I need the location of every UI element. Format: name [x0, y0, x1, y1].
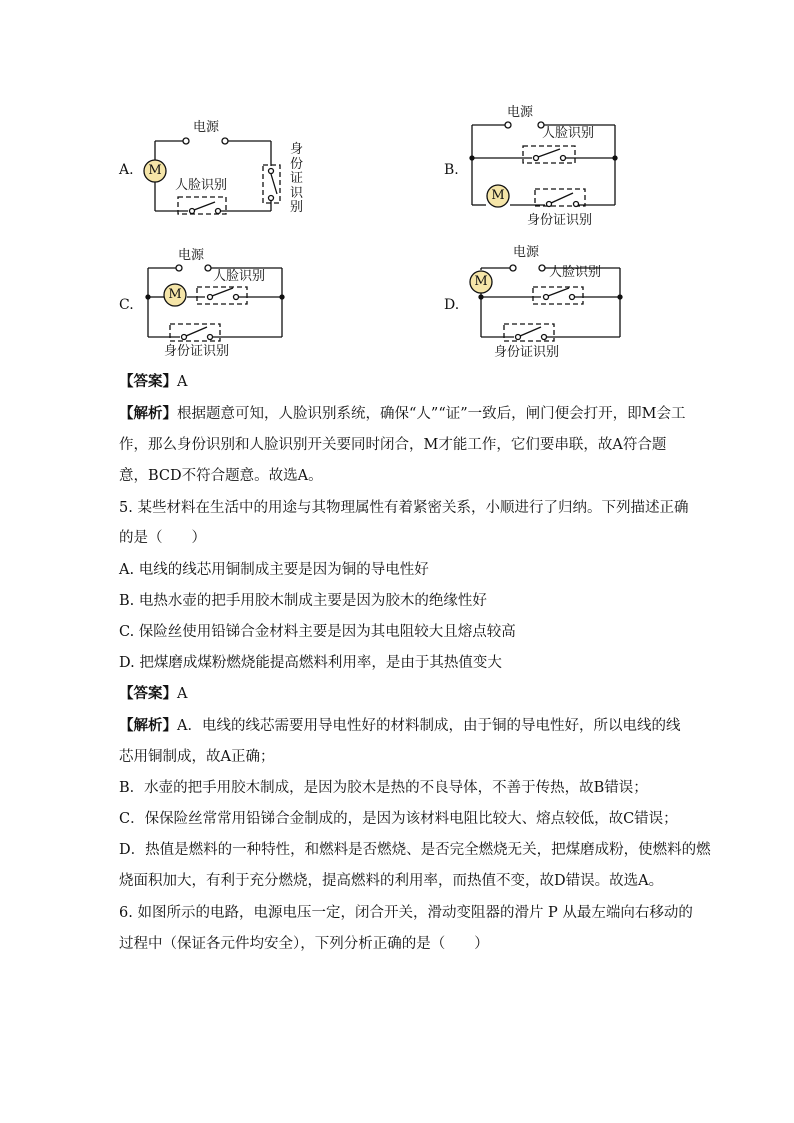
- q5-option-a: A. 电线的线芯用铜制成主要是因为铜的导电性好: [119, 562, 429, 578]
- q5-stem-line-1: 5. 某些材料在生活中的用途与其物理属性有着紧密关系，小顺进行了归纳。下列描述正确: [119, 500, 689, 516]
- q5-option-b: B. 电热水壶的把手用胶木制成主要是因为胶木的绝缘性好: [119, 593, 487, 609]
- q5-answer-value: A: [177, 686, 188, 702]
- q4-answer-label: 【答案】: [119, 373, 177, 390]
- id-c-label: 身份证识别: [164, 344, 230, 359]
- circuit-d-diagram: [0, 0, 794, 360]
- motor-c-label: M: [168, 287, 182, 302]
- q4-analysis-text-1: 根据题意可知，人脸识别系统，确保“人”“证”一致后，闸门便会打开，即M会工: [177, 406, 686, 422]
- q5-analysis-line-6: 烧面积加大，有利于充分燃烧，提高燃料的利用率，而热值不变，故D错误。故选A。: [119, 873, 664, 889]
- face-b-label: 人脸识别: [542, 126, 595, 141]
- q6-stem-line-1: 6. 如图所示的电路，电源电压一定，闭合开关，滑动变阻器的滑片 P 从最左端向右移动的: [119, 905, 693, 921]
- power-b-label: 电源: [507, 105, 534, 120]
- q5-analysis-line-1: [119, 717, 680, 735]
- q5-analysis-line-4: C．保保险丝常常用铅锑合金制成的，是因为该材料电阻比较大、熔点较低，故C错误；: [119, 811, 678, 827]
- q4-answer: [119, 373, 187, 391]
- power-c-label: 电源: [178, 248, 205, 263]
- q6-stem-line-2: 过程中（保证各元件均安全），下列分析正确的是（ ）: [119, 936, 489, 952]
- q5-analysis-label: 【解析】: [119, 717, 177, 734]
- q4-answer-value: A: [177, 374, 188, 390]
- motor-b-label: M: [491, 188, 505, 203]
- power-d-label: 电源: [513, 245, 540, 260]
- q5-analysis-line-3: B．水壶的把手用胶木制成，是因为胶木是热的不良导体，不善于传热，故B错误；: [119, 780, 648, 796]
- option-a-letter: A.: [119, 162, 134, 178]
- motor-a-label: M: [148, 163, 162, 178]
- face-c-label: 人脸识别: [213, 269, 266, 284]
- q5-analysis-text-1: A．电线的线芯需要用导电性好的材料制成，由于铜的导电性好，所以电线的线: [177, 718, 681, 734]
- id-b-label: 身份证识别: [527, 213, 593, 228]
- option-d-letter: D.: [444, 297, 460, 313]
- q5-analysis-line-2: 芯用铜制成，故A正确；: [119, 749, 275, 765]
- face-a-label: 人脸识别: [175, 178, 228, 193]
- face-d-label: 人脸识别: [549, 265, 602, 280]
- q4-analysis-line-2: 作，那么身份识别和人脸识别开关要同时闭合，M才能工作，它们要串联，故A符合题: [119, 437, 667, 453]
- power-a-label: 电源: [193, 120, 220, 135]
- option-c-letter: C.: [119, 297, 134, 313]
- q5-option-c: C. 保险丝使用铅锑合金材料主要是因为其电阻较大且熔点较高: [119, 624, 516, 640]
- option-b-letter: B.: [444, 162, 459, 178]
- id-d-label: 身份证识别: [494, 345, 560, 360]
- id-a-label: 身份证识别: [290, 142, 304, 215]
- q5-answer-label: 【答案】: [119, 685, 177, 702]
- q5-stem-line-2: 的是（ ）: [119, 530, 206, 546]
- motor-d-label: M: [474, 274, 488, 289]
- q5-answer: [119, 685, 187, 703]
- q4-analysis-line-3: 意，BCD不符合题意。故选A。: [119, 468, 323, 484]
- q5-analysis-line-5: D．热值是燃料的一种特性，和燃料是否燃烧、是否完全燃烧无关，把煤磨成粉，使燃料的燃: [119, 842, 711, 858]
- q4-analysis-line-1: [119, 405, 686, 423]
- q4-analysis-label: 【解析】: [119, 405, 177, 422]
- q5-option-d: D. 把煤磨成煤粉燃烧能提高燃料利用率，是由于其热值变大: [119, 655, 502, 671]
